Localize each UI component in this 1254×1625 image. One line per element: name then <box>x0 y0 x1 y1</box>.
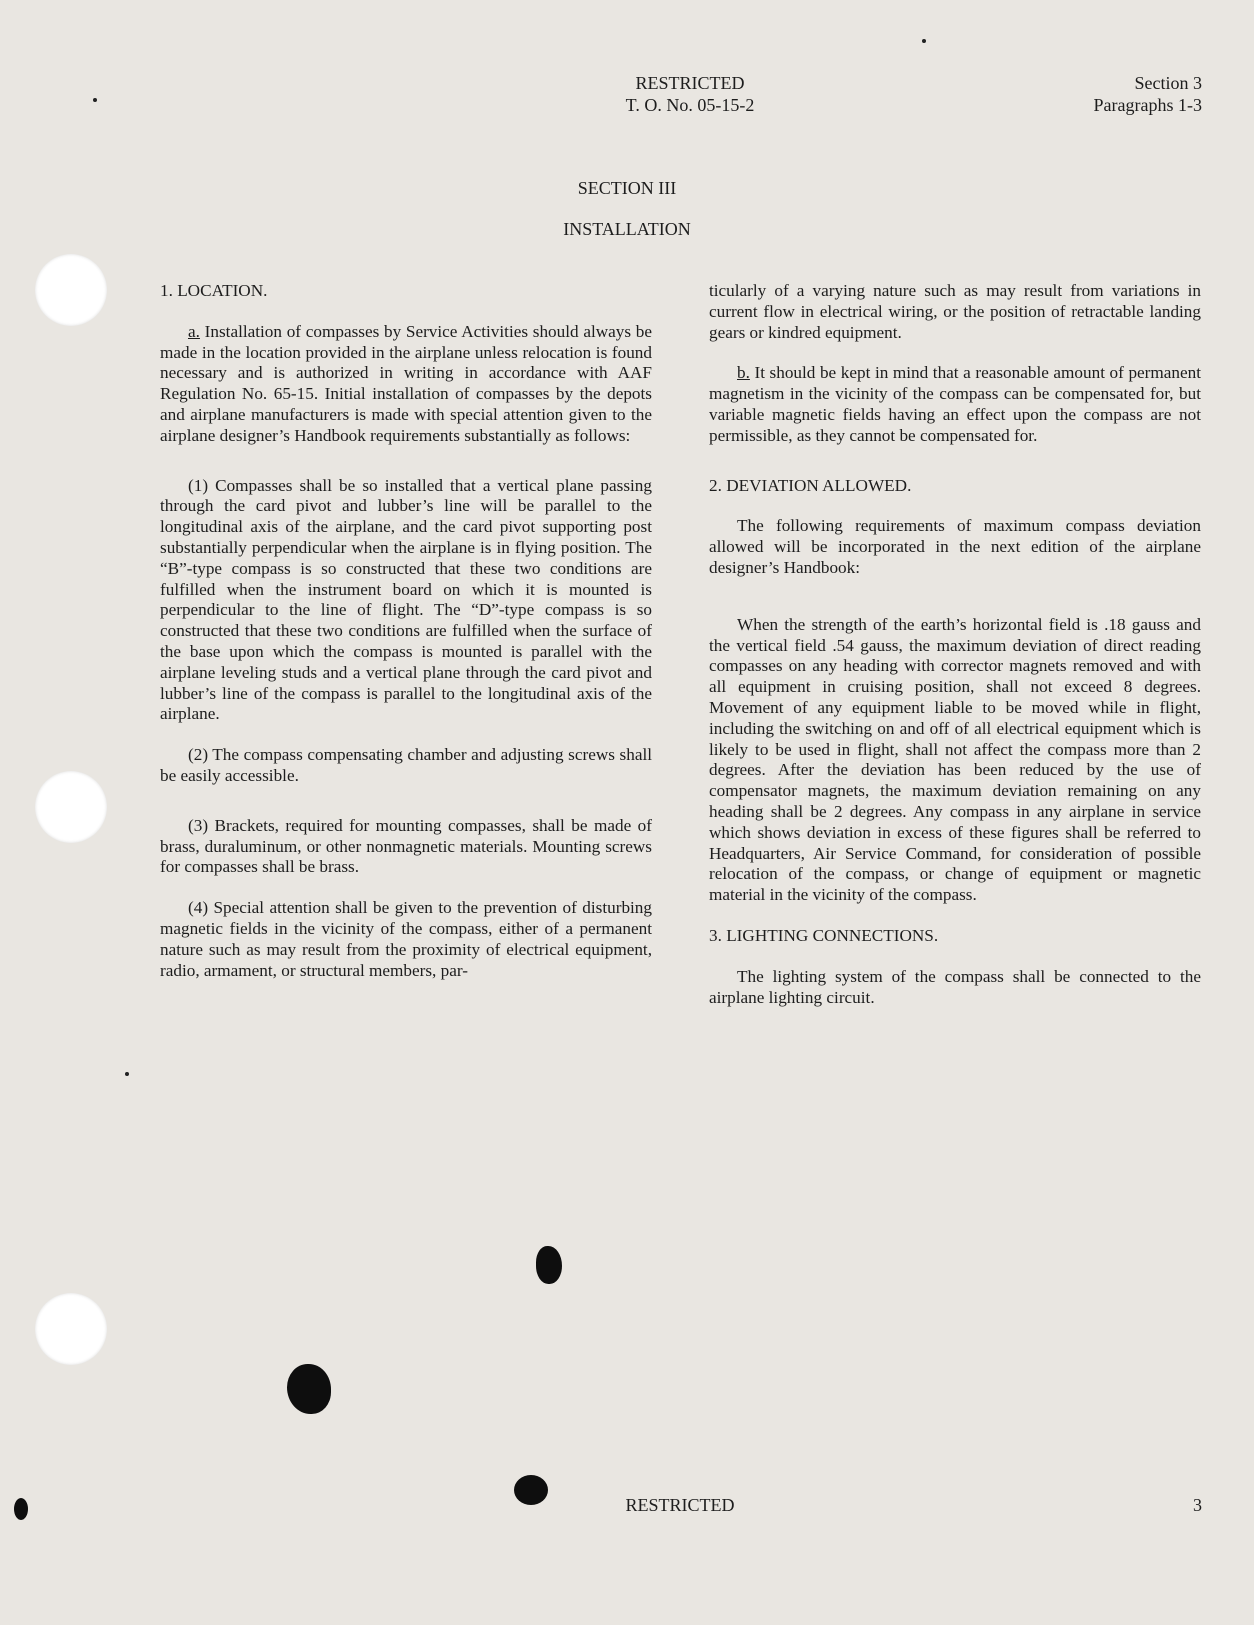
heading-location: 1. LOCATION. <box>160 281 268 300</box>
lighting-paragraph: The lighting system of the compass shall be connected to the airplane lighting circuit. <box>709 966 1201 1007</box>
header-classification: RESTRICTED <box>635 73 745 93</box>
page-number: 3 <box>1193 1495 1202 1515</box>
heading-lighting: 3. LIGHTING CONNECTIONS. <box>709 925 939 945</box>
scan-speck <box>125 1072 129 1076</box>
section-title: SECTION III <box>577 178 677 198</box>
scan-speck <box>93 98 97 102</box>
right-column <box>709 281 1201 1008</box>
deviation-requirements: When the strength of the earth’s horizontal field is .18 gauss and the vertical field .54 gauss, the maximum deviation of direct reading compasses on any heading with corrector magnets removed and with all equipment in cruising position, shall not exceed 8 degrees. Movement of any equipment liable to be moved while in flight, including the switching on and off of all electrical equipment which is likely to be used in flight, shall not affect the compass more than 2 degrees. After the deviation has been reduced by the use of compensator magnets, the maximum deviation remaining on any heading shall be 2 degrees. Any compass in any airplane in service which shows deviation in excess of these figures shall be referred to Headquarters, Air Service Command, for consideration of possible relocation of the compass, or change of equipment or magnetic material in the vicinity of the compass. <box>709 614 1201 905</box>
paragraph-b <box>709 363 1201 446</box>
item-3: (3) Brackets, required for mounting compasses, shall be made of brass, duraluminum, or other nonmagnetic materials. Mounting screws for compasses shall be brass. <box>160 815 652 877</box>
header-order-number: T. O. No. 05-15-2 <box>625 95 755 115</box>
ink-blot <box>514 1475 548 1505</box>
heading-deviation: 2. DEVIATION ALLOWED. <box>709 475 912 495</box>
paragraph-a-text: Installation of compasses by Service Activities should always be made in the location provided in the airplane unless relocation is found necessary and is authorized in writing in accordance with AAF Regulation No. 65-15. Initial installation of compasses by the depots and airplane manufacturers is made with special attention given to the airplane designer’s Handbook requirements substantially as follows: <box>160 321 652 445</box>
ink-blot <box>14 1498 28 1520</box>
punch-hole-bottom <box>35 1293 107 1365</box>
deviation-intro: The following requirements of maximum compass deviation allowed will be incorporated in the next edition of the airplane designer’s Handbook: <box>709 516 1201 577</box>
punch-hole-top <box>35 254 107 326</box>
page-header-right <box>1094 72 1202 116</box>
footer-classification: RESTRICTED <box>625 1495 735 1515</box>
item-4: (4) Special attention shall be given to the prevention of disturbing magnetic fields in the vicinity of the compass, either of a permanent nature such as may result from the proximity of electrical equipment, radio, armament, or structural members, par- <box>160 898 652 980</box>
paragraph-a <box>160 322 652 447</box>
scan-speck <box>922 39 926 43</box>
header-section: Section 3 <box>1134 73 1202 93</box>
header-paragraphs: Paragraphs 1-3 <box>1093 95 1202 115</box>
ink-blot <box>536 1246 562 1284</box>
section-subtitle: INSTALLATION <box>563 219 691 239</box>
left-column <box>160 281 652 981</box>
paragraph-a-label: a. <box>188 321 200 341</box>
continuation-paragraph: ticularly of a varying nature such as may result from variations in current flow in electrical wiring, or the position of retractable landing gears or kindred equipment. <box>709 281 1201 342</box>
page-header-center <box>560 72 820 116</box>
paragraph-b-label: b. <box>737 363 750 383</box>
item-2: (2) The compass compensating chamber and adjusting screws shall be easily accessible. <box>160 745 652 785</box>
ink-blot <box>287 1364 331 1414</box>
item-1: (1) Compasses shall be so installed that a vertical plane passing through the card pivot and lubber’s line will be parallel to the longitudinal axis of the airplane, and the card pivot supporting post substantially perpendicular when the airplane is in flying position. The “B”-type compass is so constructed that these two conditions are fulfilled when the instrument board on which it is mounted is perpendicular to the line of flight. The “D”-type compass is so constructed that these two conditions are fulfilled when the surface of the base upon which the compass is mounted is parallel with the airplane leveling studs and a vertical plane through the card pivot and lubber’s line of the compass is parallel to the longitudinal axis of the airplane. <box>160 475 652 724</box>
paragraph-b-text: It should be kept in mind that a reasonable amount of permanent magnetism in the vicinity of the compass can be compensated for, but variable magnetic fields having an effect upon the compass are not permissible, as they cannot be compensated for. <box>709 363 1201 445</box>
punch-hole-middle <box>35 771 107 843</box>
